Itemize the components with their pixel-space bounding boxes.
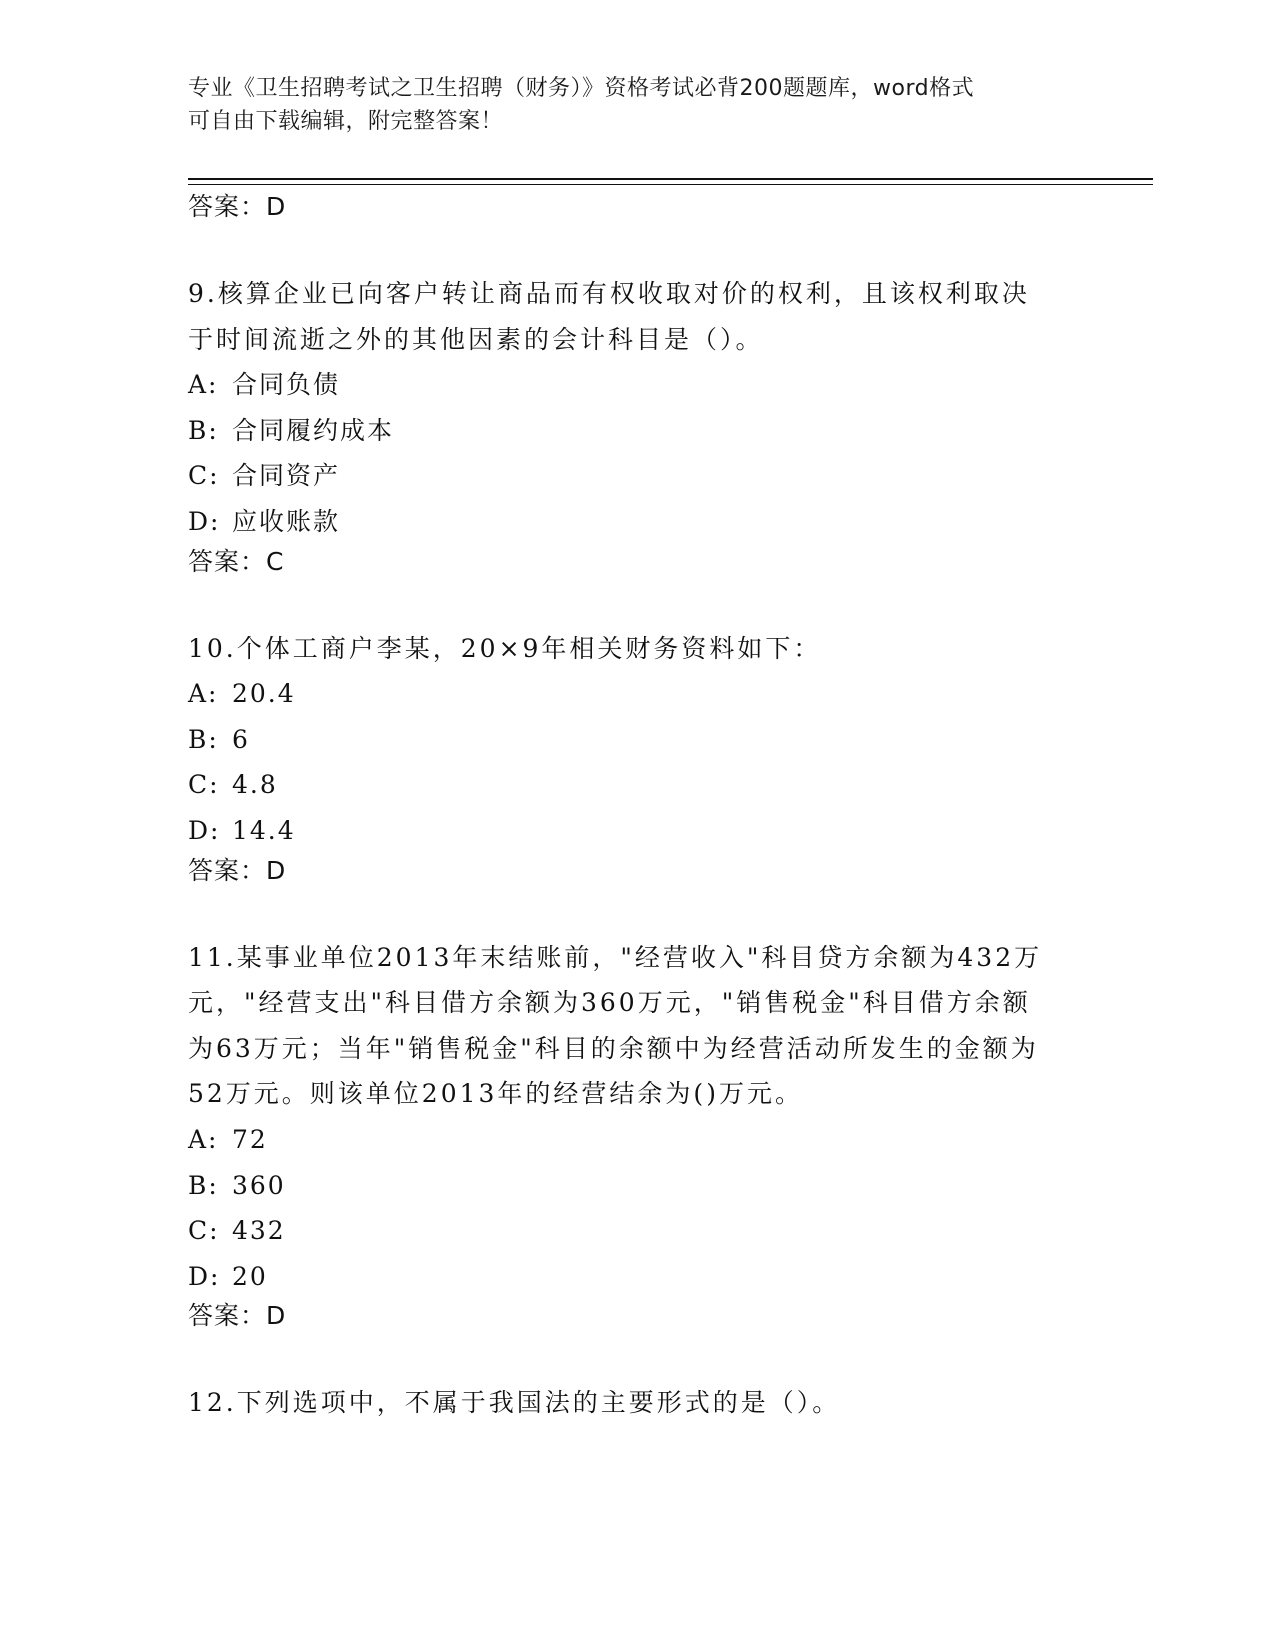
option-key: D: <box>188 1261 221 1291</box>
option-text: 4.8 <box>232 770 278 800</box>
answer-label: 答案：C <box>188 546 285 576</box>
option-text: 合同负债 <box>232 370 341 400</box>
question-stem <box>188 626 1068 672</box>
option-b <box>188 408 1088 454</box>
option-text: 432 <box>232 1216 286 1246</box>
question-stem <box>188 271 1068 362</box>
option-text: 合同资产 <box>232 461 341 491</box>
question-stem <box>188 1380 1068 1426</box>
option-key: B: <box>188 724 219 754</box>
question-item <box>188 271 1088 579</box>
option-key: C: <box>188 770 220 800</box>
answer-label: 答案：D <box>188 1301 287 1331</box>
option-key: A: <box>188 370 219 400</box>
option-d <box>188 1254 1088 1300</box>
option-a <box>188 1117 1088 1163</box>
answer-label: 答案：D <box>188 855 287 885</box>
option-a <box>188 362 1088 408</box>
option-a <box>188 671 1088 717</box>
answer-label: 答案：D <box>188 192 287 221</box>
option-key: B: <box>188 1170 219 1200</box>
question-stem-line: 12.下列选项中，不属于我国法的主要形式的是（）。 <box>188 1388 841 1418</box>
header-title-line-1: 专业《卫生招聘考试之卫生招聘（财务）》资格考试必背200题题库，word格式 <box>188 76 975 101</box>
header-divider-thick <box>188 178 1153 180</box>
option-key: C: <box>188 461 220 491</box>
header-title-line-2: 可自由下载编辑，附完整答案！ <box>188 109 504 134</box>
page-header <box>188 72 1068 138</box>
question-stem-line: 11.某事业单位2013年末结账前，"经营收入"科目贷方余额为432万 <box>188 942 1043 972</box>
option-text: 20.4 <box>232 679 296 709</box>
question-stem-line: 52万元。则该单位2013年的经营结余为()万元。 <box>188 1079 803 1109</box>
option-key: A: <box>188 679 219 709</box>
option-d <box>188 808 1088 854</box>
option-key: D: <box>188 815 221 845</box>
header-divider-thin <box>188 184 1153 185</box>
option-c <box>188 1208 1088 1254</box>
option-b <box>188 1163 1088 1209</box>
option-text: 14.4 <box>232 815 296 845</box>
option-key: B: <box>188 415 219 445</box>
question-stem-line: 为63万元；当年"销售税金"科目的余额中为经营活动所发生的金额为 <box>188 1033 1039 1063</box>
question-stem <box>188 935 1068 1117</box>
option-text: 应收账款 <box>232 506 341 536</box>
question-stem-line: 10.个体工商户李某，20×9年相关财务资料如下： <box>188 633 822 663</box>
question-item <box>188 935 1088 1334</box>
question-item <box>188 626 1088 888</box>
option-text: 20 <box>232 1261 268 1291</box>
question-item <box>188 1380 1088 1426</box>
option-text: 360 <box>232 1170 286 1200</box>
option-d <box>188 499 1088 545</box>
option-key: A: <box>188 1124 219 1154</box>
option-key: C: <box>188 1216 220 1246</box>
option-text: 72 <box>232 1124 268 1154</box>
option-text: 6 <box>232 724 250 754</box>
option-text: 合同履约成本 <box>232 415 395 445</box>
option-key: D: <box>188 506 221 536</box>
question-list <box>188 190 1088 1426</box>
option-b <box>188 717 1088 763</box>
question-stem-line: 于时间流逝之外的其他因素的会计科目是（）。 <box>188 324 764 354</box>
question-stem-line: 9.核算企业已向客户转让商品而有权收取对价的权利，且该权利取决 <box>188 279 1030 308</box>
question-stem-line: 元，"经营支出"科目借方余额为360万元，"销售税金"科目借方余额 <box>188 988 1031 1018</box>
option-c <box>188 762 1088 808</box>
option-c <box>188 453 1088 499</box>
